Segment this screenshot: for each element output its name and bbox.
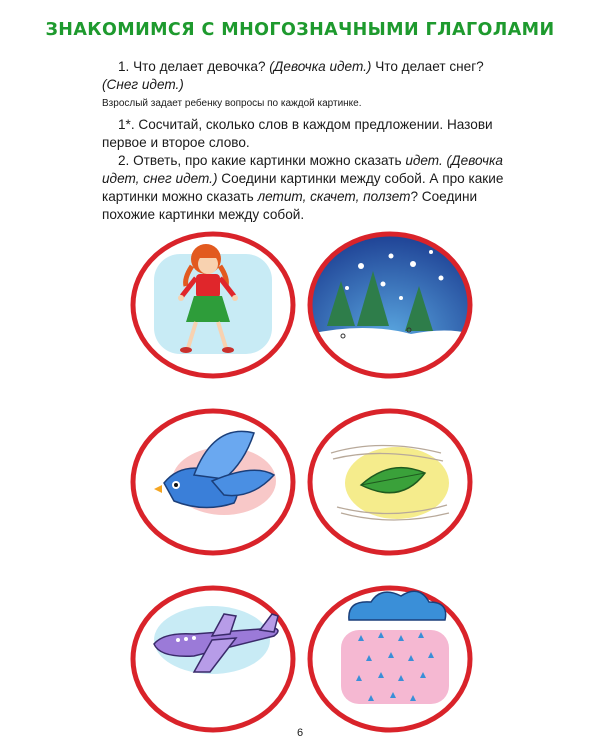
bird-flying-icon [124,403,302,561]
picture-snow[interactable] [301,226,479,384]
adult-note: Взрослый задает ребенку вопросы по каждой картинке. [102,98,362,109]
question-1-c: Что делает снег? [371,59,484,74]
question-1-answer-snow: (Снег идет.) [102,77,184,92]
picture-bird[interactable] [124,403,302,561]
page-number: 6 [296,727,304,739]
leaf-wind-icon [301,403,479,561]
airplane-icon [124,580,302,738]
question-1 [102,58,522,94]
task-2-c: Соедини картинки между собой. А про какие картинки можно сказать [102,171,504,204]
snow-forest-icon [301,226,479,384]
rain-cloud-icon [301,580,479,738]
picture-girl[interactable] [124,226,302,384]
task-2-a: 2. Ответь, про какие картинки можно сказать [118,153,406,168]
girl-walking-icon [124,226,302,384]
task-2-e: ? Соедини похожие картинки между собой. [102,189,478,222]
picture-rain[interactable] [301,580,479,738]
page-title: ЗНАКОМИМСЯ С МНОГОЗНАЧНЫМИ ГЛАГОЛАМИ [45,20,555,40]
picture-airplane[interactable] [124,580,302,738]
task-2-d: летит, скачет, ползет [257,189,411,204]
task-2 [102,152,522,224]
question-1-a: 1. Что делает девочка? [118,59,270,74]
picture-leaf[interactable] [301,403,479,561]
task-2-b: идет. (Девочка идет, снег идет.) [102,153,503,186]
question-1-answer-girl: (Девочка идет.) [269,59,372,74]
task-1: 1*. Сосчитай, сколько слов в каждом предложении. Назови первое и второе слово. [102,117,493,150]
